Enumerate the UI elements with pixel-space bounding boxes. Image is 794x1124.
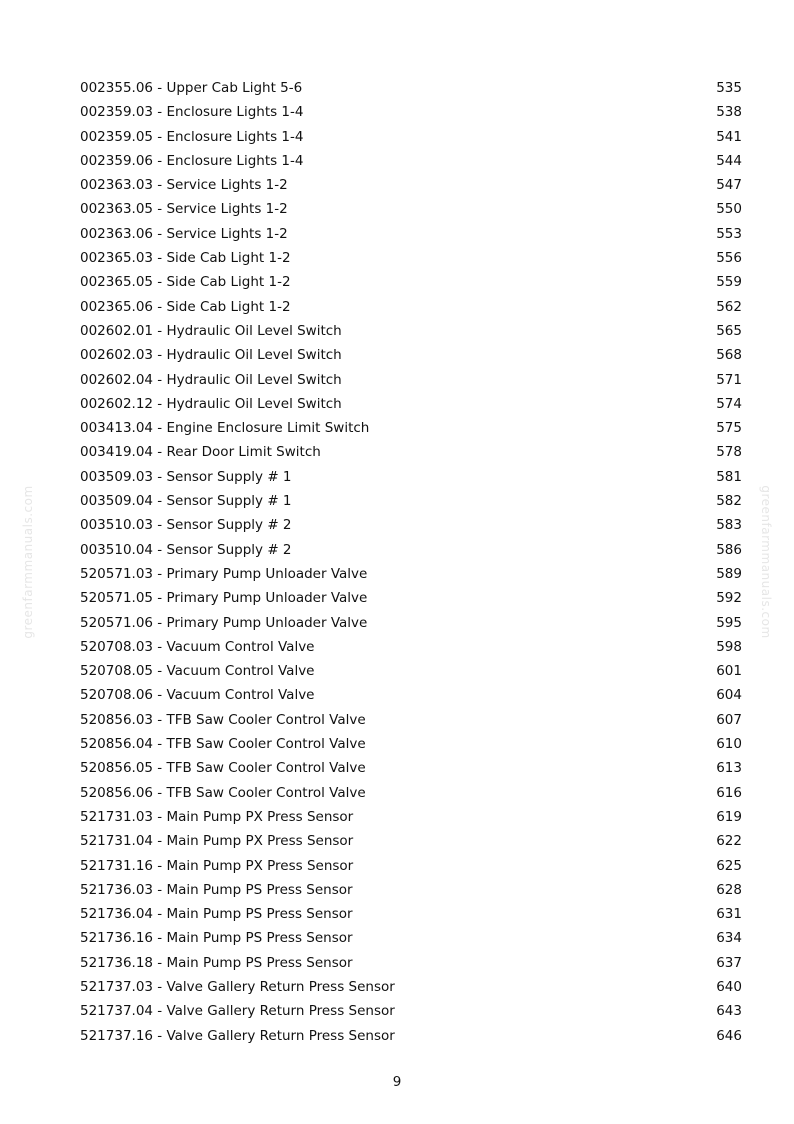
toc-entry[interactable] [80, 635, 742, 659]
toc-entry[interactable] [80, 732, 742, 756]
toc-entry-page: 535 [716, 80, 742, 96]
toc-entry[interactable] [80, 538, 742, 562]
toc-entry-page: 637 [716, 954, 742, 971]
toc-entry-page: 622 [716, 833, 742, 850]
toc-entry-title: 520856.05 - TFB Saw Cooler Control Valve [80, 760, 366, 777]
toc-entry-title: 002355.06 - Upper Cab Light 5-6 [80, 80, 303, 96]
toc-entry-title: 002363.03 - Service Lights 1-2 [80, 177, 288, 194]
toc-entry[interactable] [80, 270, 742, 294]
toc-entry[interactable] [80, 513, 742, 537]
toc-entry[interactable] [80, 100, 742, 124]
toc-entry-title: 002359.06 - Enclosure Lights 1-4 [80, 152, 304, 169]
toc-entry-title: 520571.05 - Primary Pump Unloader Valve [80, 590, 368, 607]
toc-entry-page: 559 [716, 274, 742, 291]
toc-entry[interactable] [80, 465, 742, 489]
toc-entry[interactable] [80, 562, 742, 586]
toc-entry-title: 520708.06 - Vacuum Control Valve [80, 687, 315, 704]
toc-entry-title: 521731.03 - Main Pump PX Press Sensor [80, 808, 354, 825]
toc-entry-title: 002365.06 - Side Cab Light 1-2 [80, 298, 291, 315]
toc-entry[interactable] [80, 392, 742, 416]
toc-entry[interactable] [80, 1024, 742, 1048]
toc-entry[interactable] [80, 586, 742, 610]
toc-entry-page: 604 [716, 687, 742, 704]
toc-entry-title: 520708.05 - Vacuum Control Valve [80, 663, 315, 680]
toc-entry[interactable] [80, 343, 742, 367]
toc-entry-page: 583 [716, 517, 742, 534]
toc-entry[interactable] [80, 125, 742, 149]
toc-entry-title: 521736.04 - Main Pump PS Press Sensor [80, 906, 353, 923]
toc-entry-page: 628 [716, 881, 742, 898]
toc-entry-page: 586 [716, 541, 742, 558]
toc-entry-title: 003413.04 - Engine Enclosure Limit Switch [80, 420, 370, 437]
toc-entry-page: 640 [716, 978, 742, 995]
toc-entry-title: 002602.12 - Hydraulic Oil Level Switch [80, 395, 342, 412]
toc-entry-page: 574 [716, 395, 742, 412]
watermark-left: greenfarmmanuals.com [21, 485, 35, 639]
toc-entry-title: 003509.03 - Sensor Supply # 1 [80, 468, 292, 485]
toc-entry[interactable] [80, 829, 742, 853]
toc-entry-title: 520856.03 - TFB Saw Cooler Control Valve [80, 711, 366, 728]
toc-entry-page: 619 [716, 808, 742, 825]
toc-entry-page: 613 [716, 760, 742, 777]
toc-entry[interactable] [80, 878, 742, 902]
toc-entry-page: 578 [716, 444, 742, 461]
toc-entry[interactable] [80, 149, 742, 173]
toc-entry-page: 565 [716, 322, 742, 339]
page-number: 9 [392, 1074, 402, 1090]
toc-entry-page: 610 [716, 736, 742, 753]
toc-entry-page: 598 [716, 638, 742, 655]
toc-entry-page: 553 [716, 225, 742, 242]
toc-entry[interactable] [80, 756, 742, 780]
toc-entry[interactable] [80, 902, 742, 926]
toc-entry-page: 589 [716, 565, 742, 582]
toc-entry-page: 601 [716, 663, 742, 680]
toc-entry-title: 521731.16 - Main Pump PX Press Sensor [80, 857, 354, 874]
toc-entry-title: 002359.05 - Enclosure Lights 1-4 [80, 128, 304, 145]
toc-entry-title: 003419.04 - Rear Door Limit Switch [80, 444, 321, 461]
toc-entry-title: 521737.03 - Valve Gallery Return Press Sensor [80, 978, 395, 995]
toc-entry[interactable] [80, 489, 742, 513]
toc-entry-page: 556 [716, 250, 742, 267]
toc-entry-page: 575 [716, 420, 742, 437]
toc-entry-page: 607 [716, 711, 742, 728]
toc-entry[interactable] [80, 926, 742, 950]
watermark-right: greenfarmmanuals.com [759, 485, 773, 639]
toc-entry-page: 643 [716, 1003, 742, 1020]
toc-entry-page: 582 [716, 493, 742, 510]
toc-entry[interactable] [80, 999, 742, 1023]
toc-entry-page: 547 [716, 177, 742, 194]
toc-entry-page: 538 [716, 104, 742, 121]
toc-entry-page: 581 [716, 468, 742, 485]
toc-entry-title: 002363.05 - Service Lights 1-2 [80, 201, 288, 218]
toc-entry-page: 625 [716, 857, 742, 874]
toc-entry-title: 521736.03 - Main Pump PS Press Sensor [80, 881, 353, 898]
toc-entry-title: 002365.05 - Side Cab Light 1-2 [80, 274, 291, 291]
toc-entry-page: 544 [716, 152, 742, 169]
toc-entry[interactable] [80, 781, 742, 805]
toc-entry[interactable] [80, 951, 742, 975]
toc-entry-title: 520856.04 - TFB Saw Cooler Control Valve [80, 736, 366, 753]
table-of-contents [80, 76, 742, 1048]
toc-entry-title: 002359.03 - Enclosure Lights 1-4 [80, 104, 304, 121]
toc-entry-title: 002602.03 - Hydraulic Oil Level Switch [80, 347, 342, 364]
toc-entry-page: 571 [716, 371, 742, 388]
toc-entry[interactable] [80, 805, 742, 829]
toc-entry[interactable] [80, 416, 742, 440]
toc-entry[interactable] [80, 319, 742, 343]
toc-entry[interactable] [80, 854, 742, 878]
toc-entry-title: 002363.06 - Service Lights 1-2 [80, 225, 288, 242]
toc-entry-title: 521736.18 - Main Pump PS Press Sensor [80, 954, 353, 971]
toc-entry-title: 002602.01 - Hydraulic Oil Level Switch [80, 322, 342, 339]
toc-entry-title: 520708.03 - Vacuum Control Valve [80, 638, 315, 655]
toc-entry-title: 003509.04 - Sensor Supply # 1 [80, 493, 292, 510]
toc-entry-page: 568 [716, 347, 742, 364]
toc-entry-page: 541 [716, 128, 742, 145]
toc-entry-title: 521731.04 - Main Pump PX Press Sensor [80, 833, 354, 850]
toc-entry[interactable] [80, 76, 742, 100]
toc-entry-title: 002365.03 - Side Cab Light 1-2 [80, 250, 291, 267]
toc-entry[interactable] [80, 708, 742, 732]
toc-entry[interactable] [80, 683, 742, 707]
toc-entry-title: 003510.03 - Sensor Supply # 2 [80, 517, 292, 534]
toc-entry[interactable] [80, 368, 742, 392]
toc-entry-title: 521737.04 - Valve Gallery Return Press Sensor [80, 1003, 395, 1020]
toc-entry[interactable] [80, 295, 742, 319]
toc-entry-title: 002602.04 - Hydraulic Oil Level Switch [80, 371, 342, 388]
toc-entry-title: 521736.16 - Main Pump PS Press Sensor [80, 930, 353, 947]
toc-entry[interactable] [80, 975, 742, 999]
toc-entry-page: 592 [716, 590, 742, 607]
toc-entry[interactable] [80, 197, 742, 221]
toc-entry-title: 003510.04 - Sensor Supply # 2 [80, 541, 292, 558]
toc-entry-title: 520856.06 - TFB Saw Cooler Control Valve [80, 784, 366, 801]
toc-entry-page: 595 [716, 614, 742, 631]
toc-entry-page: 550 [716, 201, 742, 218]
toc-entry[interactable] [80, 246, 742, 270]
toc-entry-title: 520571.03 - Primary Pump Unloader Valve [80, 565, 368, 582]
toc-entry-title: 521737.16 - Valve Gallery Return Press Sensor [80, 1027, 395, 1044]
toc-entry[interactable] [80, 611, 742, 635]
toc-entry-title: 520571.06 - Primary Pump Unloader Valve [80, 614, 368, 631]
toc-entry-page: 646 [716, 1027, 742, 1044]
toc-entry-page: 634 [716, 930, 742, 947]
toc-entry[interactable] [80, 440, 742, 464]
toc-entry[interactable] [80, 222, 742, 246]
toc-entry-page: 562 [716, 298, 742, 315]
toc-entry-page: 631 [716, 906, 742, 923]
toc-entry[interactable] [80, 173, 742, 197]
toc-entry[interactable] [80, 659, 742, 683]
toc-entry-page: 616 [716, 784, 742, 801]
